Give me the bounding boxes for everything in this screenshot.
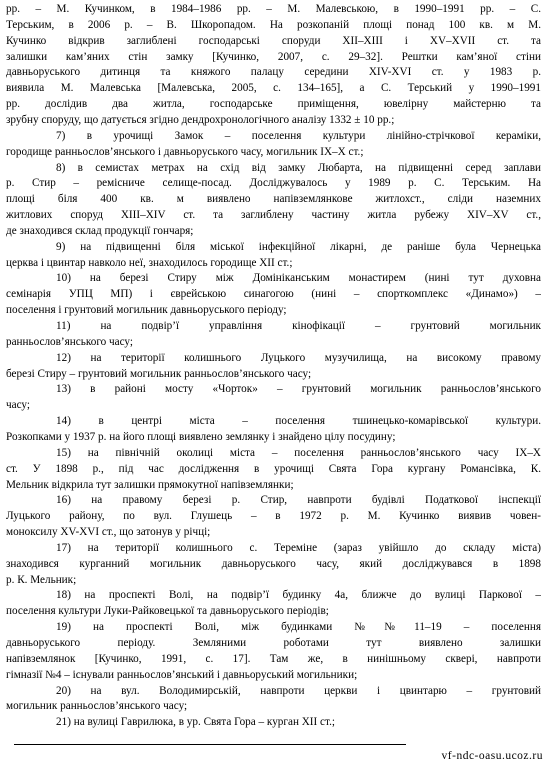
text-line: 7) в урочищі Замок – поселення культури лінійно-стрічкової кераміки, bbox=[56, 129, 541, 142]
text-line: 13) в районі мосту «Чорток» – грунтовий могильник ранньослов’янського bbox=[56, 383, 541, 396]
text-line: давньоруського дитинця та княжого палацу середини XIV-XVI ст. у 1983 р. bbox=[6, 66, 541, 79]
text-line: ранньослов’янського часу; bbox=[6, 335, 133, 348]
text-line: 19) на проспекті Волі, між будинками №№11–19 – поселення bbox=[56, 621, 541, 634]
text-line: семінарія УПЦ МП) і єврейською синагогою (нині – спорткомплекс «Динамо») – bbox=[6, 288, 541, 301]
text-line: де знаходився склад продукції гончаря; bbox=[6, 224, 194, 237]
text-line: 10) на березі Стиру між Домініканським монастирем (нині тут духовна bbox=[56, 272, 541, 285]
text-line: площі біля 400 кв. м виявлено напівземлянкове житлохст., сліди наземних bbox=[6, 193, 541, 206]
text-line: гімназії №4 – існували ранньослов’янський і давньоруський могильники; bbox=[6, 668, 358, 681]
text-line: р. Стир – ремісниче селище-посад. Досліджувалось у 1989 р. С. Терським. На bbox=[6, 177, 541, 190]
text-line: Терським, в 2006 р. – В. Шкоропадом. На розкопаній площі понад 100 кв. м М. bbox=[6, 18, 541, 31]
text-line: поселення культури Луки-Райковецької та давньоруського періодів; bbox=[6, 605, 329, 618]
text-line: Луцького району, по вул. Глушець – в 1972 р. М. Кучинко виявив човен- bbox=[6, 510, 541, 523]
text-line: 9) на підвищенні біля міської інфекційної лікарні, де раніше була Чернецька bbox=[56, 240, 541, 253]
footer-divider bbox=[14, 744, 406, 745]
text-line: 21) на вулиці Гаврилюка, в ур. Свята Гора – курган XII ст.; bbox=[56, 716, 335, 729]
text-line: рр. – М. Кучинком, в 1984–1986 рр. – М. Малевською, в 1990–1991 рр. – С. bbox=[6, 3, 541, 15]
text-line: давньоруського періоду. Земляними роботами тут виявлено залишки bbox=[6, 637, 541, 649]
text-line: часу; bbox=[6, 399, 30, 412]
text-line: Розкопками у 1937 р. на його площі виявлено землянку і знайдено цілу посудину; bbox=[6, 430, 396, 443]
text-line: 18) на проспекті Волі, на подвір’ї будинку 4а, ближче до вулиці Паркової – bbox=[56, 589, 541, 602]
text-line: 14) в центрі міста – поселення тшинецько-комарівської культури. bbox=[56, 415, 541, 428]
text-line: 8) в семистах метрах на схід від замку Любарта, на підвищенні серед заплави bbox=[56, 161, 541, 174]
text-line: березі Стиру – грунтовий могильник ранньослов’янського часу; bbox=[6, 367, 312, 380]
text-line: Кучинко відкрив заглиблені господарські споруди XII–XIII і XV–XVII ст. та bbox=[6, 34, 541, 47]
text-line: рр. дослідив два житла, господарське приміщення, ювелірну майстерню та bbox=[6, 98, 541, 111]
text-line: 12) на території колишнього Луцького музучилища, на високому правому bbox=[56, 351, 541, 364]
site-watermark: vf-ndc-oasu.ucoz.ru bbox=[441, 750, 543, 762]
text-line: знаходився курганний могильник давньоруського часу, який досліджувався в 1898 bbox=[6, 557, 541, 570]
text-line: церква і цвинтар навколо неї, знаходилось городище XII ст.; bbox=[6, 256, 293, 269]
text-line: 15) на північній околиці міста – поселення ранньослов’янського часу IX–X bbox=[56, 446, 541, 459]
text-line: житлових споруд XIII–XIV ст. та заглиблену частину житла рубежу XIV–XV ст., bbox=[6, 209, 541, 222]
text-line: могильник ранньослов’янського часу; bbox=[6, 700, 188, 713]
text-line: залишки кам’яних стін замку [Кучинко, 2007, с. 29–32]. Рештки кам’яної стіни bbox=[6, 50, 541, 63]
text-line: зрубну споруду, що датується згідно дендрохронологічного аналізу 1332 ± 10 рр.; bbox=[6, 113, 395, 126]
text-line: городище ранньослов’янського і давньоруського часу, могильник IX–X ст.; bbox=[6, 145, 364, 158]
text-line: 20) на вул. Володимирській, навпроти церкви і цвинтарю – грунтовий bbox=[56, 684, 541, 697]
text-line: виявила М. Малевська [Малевська, 2005, с. 134–165], а С. Терський у 1990–1991 bbox=[6, 82, 541, 95]
text-line: 17) на території колишнього с. Тереміне (зараз увійшло до складу міста) bbox=[56, 541, 541, 554]
text-line: ст. У 1898 р., під час дослідження в урочищі Свята Гора кургану Романсівка, К. bbox=[6, 462, 541, 475]
text-line: моноксилу XV-XVI ст., що затонув у річці; bbox=[6, 526, 211, 539]
text-line: р. К. Мельник; bbox=[6, 573, 77, 586]
text-line: Мельник відкрила тут залишки прямокутної напівземлянки; bbox=[6, 478, 294, 491]
text-line: 11) на подвір’ї управління кінофікації – грунтовий могильник bbox=[56, 320, 541, 332]
text-line: поселення і грунтовий могильник давньоруського періоду; bbox=[6, 304, 287, 317]
text-line: 16) на правому березі р. Стир, навпроти будівлі Податкової інспекції bbox=[56, 494, 541, 507]
text-line: напівземлянок [Кучинко, 1991, с. 17]. Там же, в нинішньому сквері, навпроти bbox=[6, 652, 541, 665]
